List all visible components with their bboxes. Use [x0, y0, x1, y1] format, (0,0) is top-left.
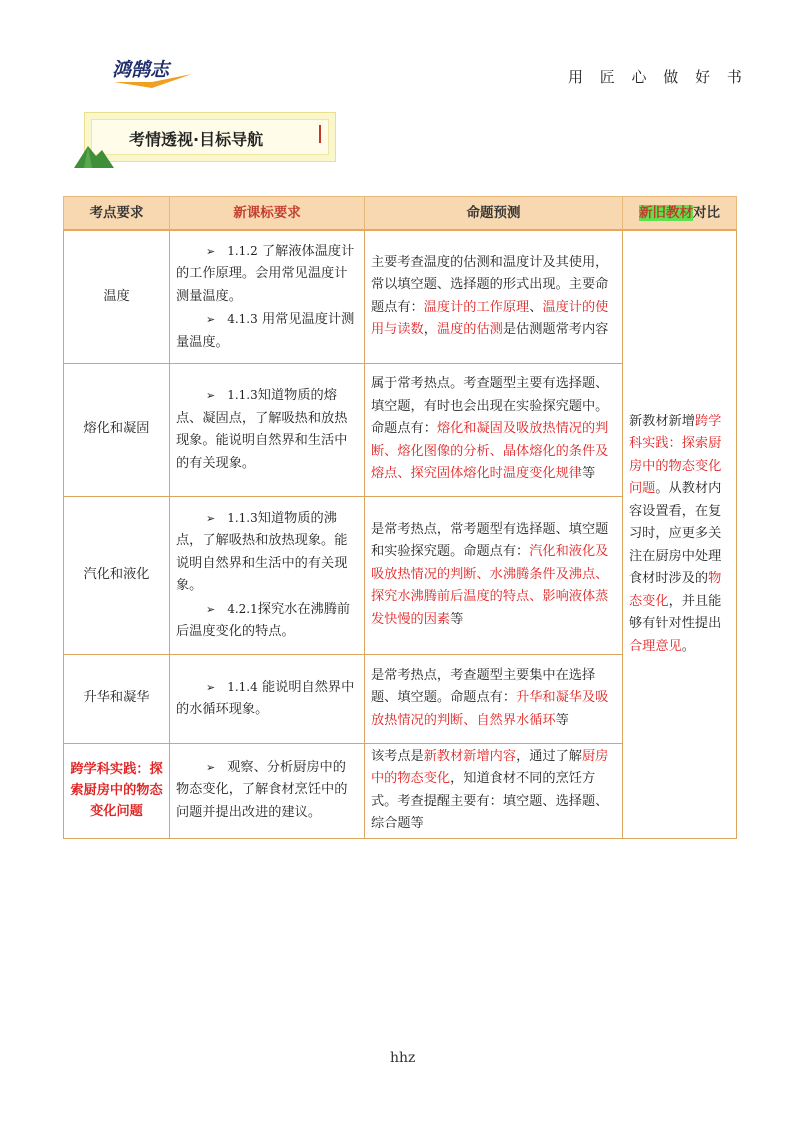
prediction-text: 、	[529, 299, 543, 315]
table-header-row	[64, 197, 737, 231]
prediction-key-point: 温度的估测	[436, 322, 503, 338]
prediction-text: 是常考热点，考查题型主要集中在选择题、填空题。命题点有：	[371, 667, 596, 706]
standard-text: 能说明自然界中的水循环现象。	[176, 679, 355, 717]
prediction-key-point: 熔化和凝固及吸放热情况的判断、熔化图像的分析、晶体熔化的条件及熔点、探究固体熔化时温度变化规律	[371, 421, 609, 482]
curriculum-cell	[170, 496, 365, 654]
hill-icon	[74, 140, 114, 168]
prediction-text: 是常考热点，常考题型有选择题、填空题和实验探究题。命题点有：	[371, 521, 609, 560]
prediction-cell	[365, 654, 623, 743]
header-curriculum: 新课标要求	[170, 197, 365, 231]
prediction-cell	[365, 363, 623, 496]
logo-text: 鸿鹄志	[112, 59, 170, 81]
table-row	[64, 230, 737, 363]
bullet-icon: ➢	[206, 244, 216, 258]
comparison-text: 新教材新增	[629, 413, 695, 429]
header-comparison	[623, 197, 737, 231]
prediction-text: 该考点是	[371, 748, 424, 764]
curriculum-cell	[170, 230, 365, 363]
standard-text: 观察、分析厨房中的物态变化，了解食材烹饪中的问题并提出改进的建议。	[176, 759, 348, 820]
prediction-text: ，通过了解	[516, 748, 582, 764]
prediction-cell	[365, 743, 623, 838]
bullet-icon: ➢	[206, 389, 216, 402]
standard-text: 知道物质的沸点，了解吸热和放热现象。能说明自然界和生活中的有关现象。	[176, 510, 348, 593]
bullet-icon: ➢	[206, 680, 216, 694]
standard-text: 用常见温度计测量温度。	[176, 312, 355, 350]
header-slogan: 用 匠 心 做 好 书	[568, 68, 748, 86]
publisher-logo	[108, 56, 198, 90]
topic-cell: 升华和凝华	[64, 654, 170, 743]
bullet-icon: ➢	[206, 760, 216, 774]
standard-text: 知道物质的熔点、凝固点，了解吸热和放热现象。能说明自然界和生活中的有关现象。	[176, 388, 348, 471]
comparison-key-point: 合理意见	[629, 638, 682, 654]
standard-code: 1.1.3	[227, 388, 258, 402]
section-banner	[84, 112, 336, 162]
header-comparison-highlight: 新旧教材	[639, 204, 693, 221]
page-footer-label: hhz	[390, 1050, 416, 1066]
comparison-cell	[623, 230, 737, 838]
prediction-text: ，	[423, 322, 437, 338]
standard-code: 1.1.4	[227, 679, 258, 694]
prediction-key-point: 温度计的工作原理	[423, 299, 530, 315]
comparison-text: ，并且能够有针对性提出	[629, 593, 722, 631]
topic-cell: 汽化和液化	[64, 496, 170, 654]
standard-code: 1.1.2	[227, 243, 258, 258]
bullet-icon: ➢	[206, 511, 216, 525]
standard-code: 4.2.1	[227, 601, 258, 616]
prediction-text: 属于常考热点。考查题型主要有选择题、填空题，有时也会出现在实验探究题中。命题点有：	[371, 376, 609, 437]
topic-cell: 跨学科实践：探索厨房中的物态变化问题	[64, 743, 170, 838]
prediction-text: 等	[555, 712, 569, 728]
comparison-text: 。从教材内容设置看，在复习时，应更多关注在厨房中处理食材时涉及的	[629, 481, 722, 586]
standard-code: 4.1.3	[227, 312, 258, 326]
prediction-text: ，知道食材不同的烹饪方式。考查提醒主要有：填空题、选择题、综合题等	[371, 771, 609, 831]
exam-overview-table	[63, 196, 737, 839]
curriculum-cell	[170, 743, 365, 838]
header-prediction: 命题预测	[365, 197, 623, 231]
curriculum-cell	[170, 363, 365, 496]
comparison-key-point: 跨学科实践：探索厨房中的物态变化问题	[629, 413, 722, 496]
prediction-key-point: 温度计的使用与读数	[371, 299, 609, 338]
prediction-text: 是估测题常考内容	[502, 322, 609, 338]
prediction-text: 等	[450, 611, 464, 627]
curriculum-cell	[170, 654, 365, 743]
comparison-key-point: 物态变化	[629, 571, 722, 609]
standard-text: 了解液体温度计的工作原理。会用常见温度计测量温度。	[176, 243, 355, 304]
prediction-key-point: 升华和凝华及吸放热情况的判断、自然界水循环	[371, 690, 609, 728]
prediction-key-point: 汽化和液化及吸放热情况的判断、水沸腾条件及沸点、探究水沸腾前后温度的特点、影响液体蒸发快慢的因素	[371, 544, 609, 627]
bullet-icon: ➢	[206, 602, 216, 616]
prediction-key-point: 新教材新增内容	[423, 748, 517, 764]
standard-text: 探究水在沸腾前后温度变化的特点。	[176, 601, 351, 639]
prediction-text: 主要考查温度的估测和温度计及其使用，常以填空题、选择题的形式出现。主要命题点有：	[371, 254, 609, 315]
prediction-cell	[365, 230, 623, 363]
header-comparison-rest: 对比	[693, 204, 720, 221]
comparison-text: 。	[681, 638, 695, 654]
header-topic: 考点要求	[64, 197, 170, 231]
topic-cell: 熔化和凝固	[64, 363, 170, 496]
topic-cell: 温度	[64, 230, 170, 363]
banner-accent-mark	[319, 125, 321, 143]
prediction-cell	[365, 496, 623, 654]
banner-title: 考情透视·目标导航	[129, 130, 264, 149]
bullet-icon: ➢	[206, 313, 216, 326]
prediction-text: 等	[582, 466, 596, 482]
prediction-key-point: 厨房中的物态变化	[371, 748, 609, 786]
standard-code: 1.1.3	[227, 510, 258, 525]
